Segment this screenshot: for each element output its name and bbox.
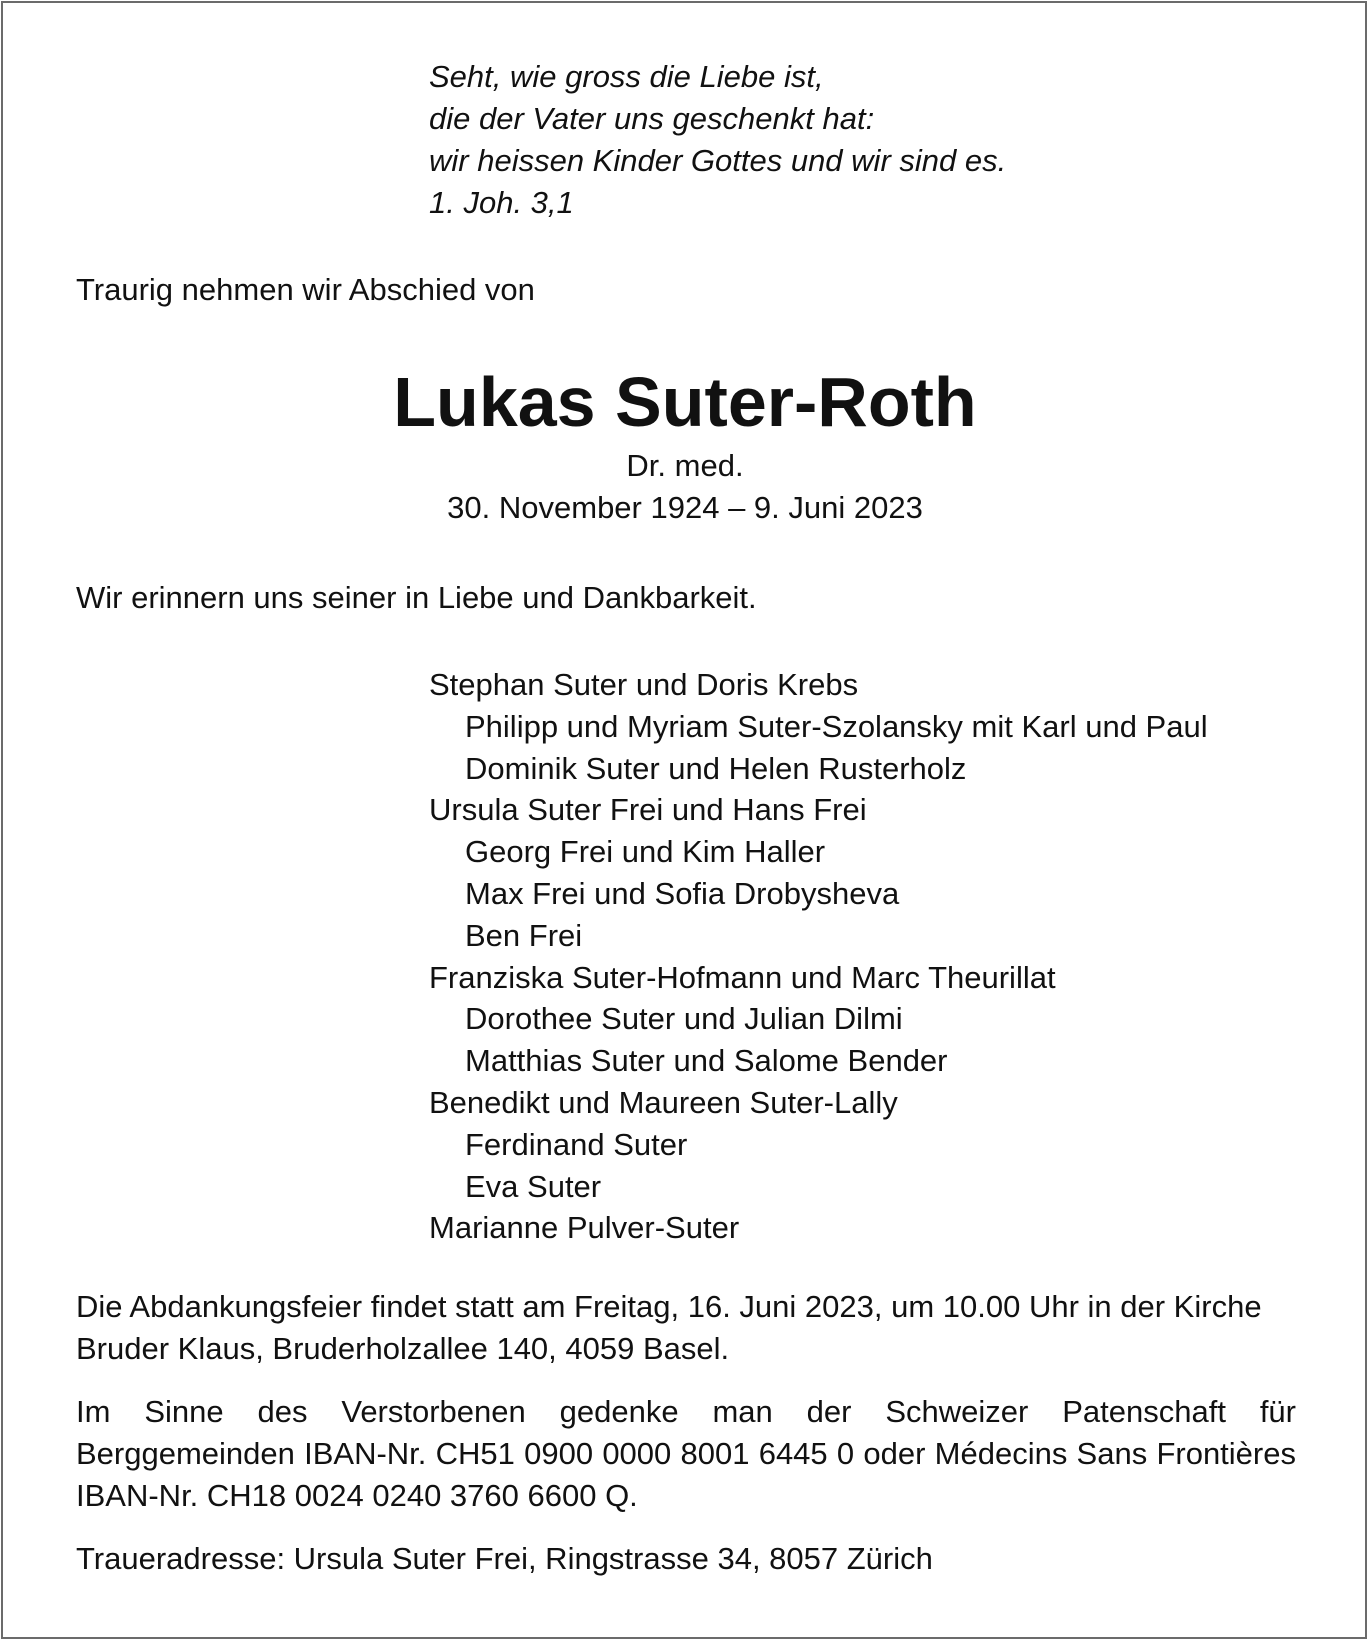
- mourner-entry: Ben Frei: [465, 917, 583, 953]
- deceased-dates: 30. November 1924 – 9. Juni 2023: [447, 490, 923, 525]
- mourner-entry: Dominik Suter und Helen Rusterholz: [465, 750, 967, 786]
- mourners-list: [429, 664, 1208, 1249]
- verse-reference: 1. Joh. 3,1: [429, 185, 574, 220]
- mourner-entry: Georg Frei und Kim Haller: [465, 834, 826, 870]
- ceremony-text: Die Abdankungsfeier findet statt am Freitag, 16. Juni 2023, um 10.00 Uhr in der Kirche Bruder Klaus, Bruderholzallee 140, 4059 Basel.: [76, 1289, 1262, 1366]
- donation-text: Im Sinne des Verstorbenen gedenke man der Schweizer Patenschaft für Berggemeinden IBAN-Nr. CH51 0900 0000 8001 6445 0 oder Médecins Sans Frontières IBAN-Nr. CH18 0024 0240 3760 6600 Q.: [76, 1394, 1296, 1513]
- bible-verse: [429, 56, 1006, 224]
- mourner-entry: Franziska Suter-Hofmann und Marc Theurillat: [429, 959, 1056, 995]
- mourner-entry: Ursula Suter Frei und Hans Frei: [429, 792, 867, 828]
- intro-text: Traurig nehmen wir Abschied von: [76, 272, 535, 307]
- verse-line: Seht, wie gross die Liebe ist,: [429, 59, 824, 94]
- mourner-entry: Eva Suter: [465, 1168, 602, 1204]
- verse-line: die der Vater uns geschenkt hat:: [429, 101, 875, 136]
- address-text: Traueradresse: Ursula Suter Frei, Ringstrasse 34, 8057 Zürich: [76, 1541, 933, 1576]
- mourner-entry: Ferdinand Suter: [465, 1126, 688, 1162]
- remembrance-text: Wir erinnern uns seiner in Liebe und Dankbarkeit.: [76, 580, 757, 615]
- deceased-title: Dr. med.: [626, 448, 744, 483]
- deceased-name: Lukas Suter-Roth: [393, 363, 977, 441]
- mourner-entry: Dorothee Suter und Julian Dilmi: [465, 1001, 903, 1037]
- mourner-entry: Philipp und Myriam Suter-Szolansky mit Karl und Paul: [465, 708, 1208, 744]
- mourner-entry: Benedikt und Maureen Suter-Lally: [429, 1084, 898, 1120]
- verse-line: wir heissen Kinder Gottes und wir sind es.: [429, 143, 1007, 178]
- mourner-entry: Marianne Pulver-Suter: [429, 1210, 740, 1246]
- mourner-entry: Stephan Suter und Doris Krebs: [429, 667, 859, 702]
- mourner-entry: Matthias Suter und Salome Bender: [465, 1043, 948, 1079]
- mourner-entry: Max Frei und Sofia Drobysheva: [465, 875, 900, 911]
